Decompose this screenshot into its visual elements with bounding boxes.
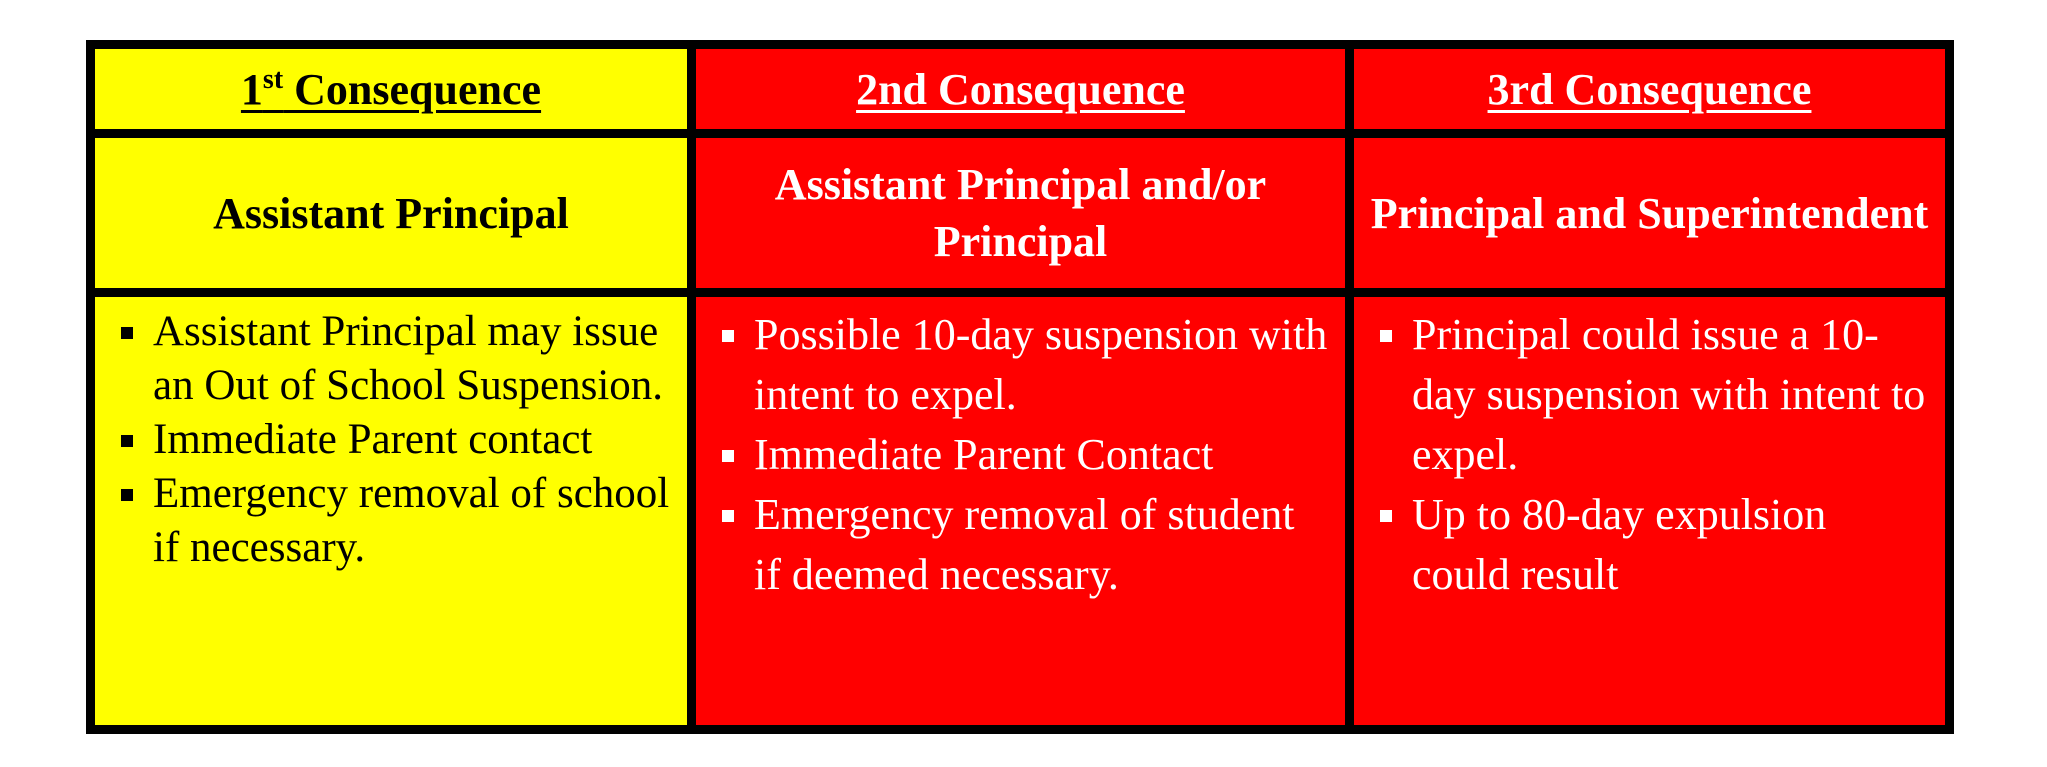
list-item: Emergency removal of student if deemed necessary. xyxy=(718,485,1331,605)
header-superscript: st xyxy=(262,63,284,95)
list-item: Assistant Principal may issue an Out of School Suspension. xyxy=(117,305,673,413)
header-2nd-consequence: 2nd Consequence xyxy=(856,64,1185,114)
consequence-list-3 xyxy=(1354,297,1945,605)
details-cell-3 xyxy=(1354,297,1945,725)
header-1st-consequence: 1st Consequence xyxy=(240,63,542,114)
header-3rd-consequence: 3rd Consequence xyxy=(1487,64,1812,114)
details-cell-2 xyxy=(696,297,1345,725)
list-item: Up to 80-day expulsion could result xyxy=(1376,485,1931,605)
consequence-list-2 xyxy=(696,297,1345,605)
list-item: Immediate Parent contact xyxy=(117,413,673,467)
header-cell-1st-consequence xyxy=(95,49,687,129)
role-principal-and-superintendent: Principal and Superintendent xyxy=(1370,188,1929,238)
list-item: Emergency removal of school if necessary. xyxy=(117,467,673,575)
consequence-table xyxy=(86,40,1954,734)
details-cell-1 xyxy=(95,297,687,725)
role-cell-3 xyxy=(1354,138,1945,288)
consequence-list-1 xyxy=(95,297,687,575)
role-assistant-principal: Assistant Principal xyxy=(213,188,569,238)
role-cell-2 xyxy=(696,138,1345,288)
list-item: Possible 10-day suspension with intent to expel. xyxy=(718,305,1331,425)
header-cell-3rd-consequence xyxy=(1354,49,1945,129)
list-item: Principal could issue a 10-day suspension with intent to expel. xyxy=(1376,305,1931,485)
role-assistant-principal-and-or-principal: Assistant Principal and/or Principal xyxy=(774,160,1267,266)
list-item: Immediate Parent Contact xyxy=(718,425,1331,485)
header-cell-2nd-consequence xyxy=(696,49,1345,129)
role-cell-1 xyxy=(95,138,687,288)
